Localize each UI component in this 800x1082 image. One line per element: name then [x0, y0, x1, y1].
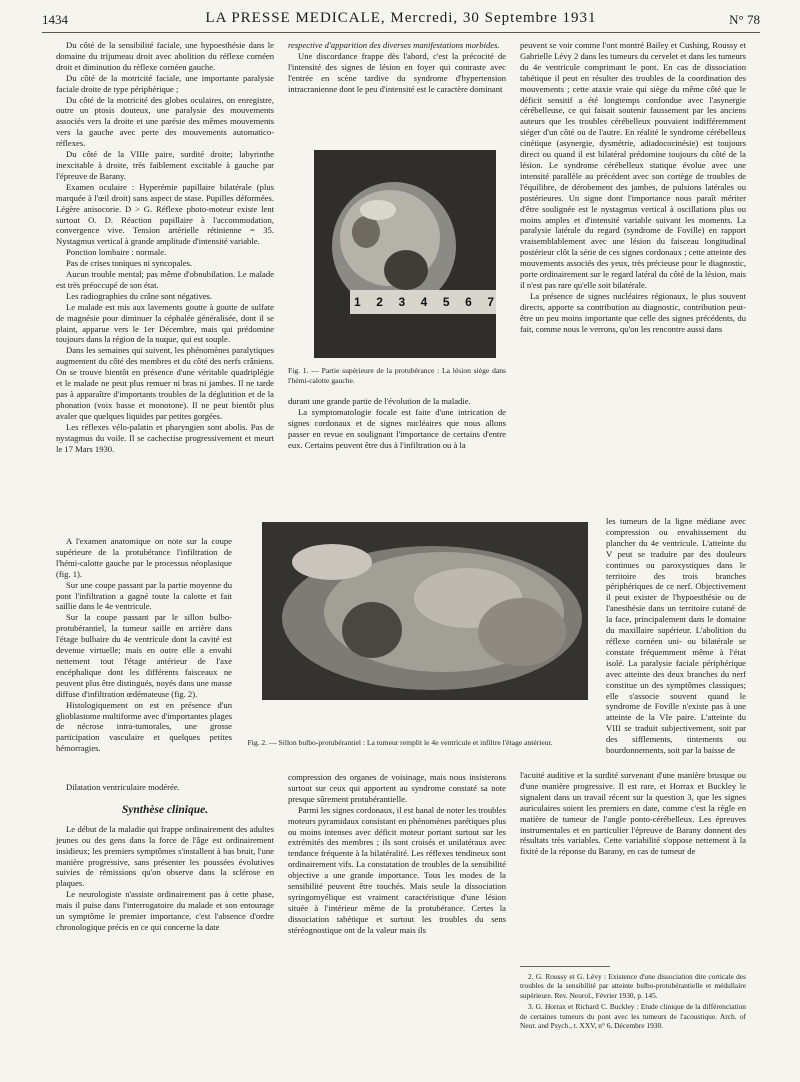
paragraph: Histologiquement on est en présence d'un glioblastome multiforme avec d'importantes plages de nécrose intra-tumorales, une grosse participation vasculaire et quelques petites hémorragies. — [56, 699, 232, 754]
paragraph: La présence de signes nucléaires régionaux, le plus souvent directs, apporte sa contribution au diagnostic, contribution peut-être un peu moins importante que celle des signes précédents, du fait, comme nous le verrons, qu'on les rencontre aussi dans — [520, 290, 746, 334]
paragraph: compression des organes de voisinage, mais nous insisterons surtout sur ceux qui apportent au syndrome constaté sa note presque sûrement protubérantielle. — [288, 772, 506, 804]
footnote-rule — [520, 966, 610, 967]
column-2-mid — [288, 396, 506, 451]
paragraph: Les radiographies du crâne sont négatives. — [66, 290, 213, 301]
ruler-mark: 7 — [487, 295, 494, 309]
paragraph: Dans les semaines qui suivent, les phénomènes paralytiques augmentent du côté des membres et du côté des nerfs crâniens. On se trouve bientôt en présence d'une véritable quadriplégie et le malade ne peut plus remuer ni bras ni jambes. Il ne tarde pas à apparaître d'importants troubles de la déglutition et de la phonation (voix basse et monotone). Il ne peut bientôt plus avaler que quelques liquides par petites gorgées. — [56, 345, 274, 421]
paragraph: Sur une coupe passant par la partie moyenne du pont l'infiltration a gagné toute la calotte et fait saillie dans le 4e ventricule. — [56, 579, 232, 612]
paragraph: les tumeurs de la ligne médiane avec compression ou envahissement du plancher du 4e ventricule. L'atteinte du V peut se traduire par des douleurs continues ou paroxystiques dans le territoire des trois branches périphériques de ce nerf. Objectivement il peut exister de l'hypoesthésie ou de l'anesthésie dans un territoire cutané de la face, principalement dans le domaine du maxillaire supérieur. L'abolition du réflexe cornéen uni- ou bilatérale se constate fréquemment même à l'état isolé. La paralysie faciale périphérique avec atteinte des deux branches du nerf constitue un des symptômes classiques; elle s'associe souvent quand le syndrome de Foville n'existe pas à une atteinte de la VIe paire. L'atteinte du VIII se traduit subjectivement, soit par des sifflements, tintements ou bourdonnements, soit par la baisse de — [606, 516, 746, 756]
paragraph: Du côté de la sensibilité faciale, une hypoesthésie dans le domaine du trijumeau droit avec abolition du réflexe cornéen droit et diminution du réflexe cornéen gauche. — [56, 40, 274, 72]
column-2-bottom — [288, 772, 506, 936]
footnote: 3. G. Horrax et Richard C. Buckley : Etude clinique de la différenciation de certaines tumeurs du pont avec les tumeurs de l'acoustique. Arch. of Neur. and Psych., t. XXV, n° 6, Décembre 1930. — [520, 1002, 746, 1031]
ruler-mark: 6 — [465, 295, 472, 309]
paragraph: Le malade est mis aux lavements goutte à goutte de sulfate de magnésie pour diminuer la céphalée généralisée, dont il se plaint, apparue vers le 1er Décembre, mais qui prédomine toujours dans la région de la nuque, qui est souple. — [56, 301, 274, 345]
ruler-mark: 2 — [376, 295, 383, 309]
column-3-top — [520, 40, 746, 334]
page-header — [42, 6, 760, 33]
paragraph: Une discordance frappe dès l'abord, c'est la précocité de l'intensité des signes de lésion en foyer qui contraste avec l'entrée en scène tardive du syndrome d'hypertension intracranienne dont le peu d'intensité est le caractère dominant — [288, 50, 506, 94]
paragraph: Parmi les signes cordonaux, il est banal de noter les troubles moteurs pyramidaux consistant en phénomènes parétiques plus ou moins intenses avec déficit moteur portant surtout sur les extrémités des membres ; ils sont croisés et unilatéraux avec tendance fréquente à la bilatéralité. Les réflexes tendineux sont ordinairement vifs. La constatation de troubles de la sensibilité objective a une grande importance. Tous les modes de la sensibilité peuvent être touchés. Mais seule la dissociation syringomyélique est vraiment caractéristique d'une lésion située à l'intérieur même de la protubérance. Certes la dissociation tabétique et surtout les troubles du sens stéréognostique ont de la valeur mais ils — [288, 804, 506, 935]
page-number: 1434 — [42, 12, 68, 27]
paragraph: Le neurologiste n'assiste ordinairement pas à cette phase, mais il puise dans l'interrogatoire du malade et son entourage un symptôme le premier importance, c'est l'absence d'ordre chronologique précis en ce qui concerne la date — [56, 889, 274, 932]
footnote: 2. G. Roussy et G. Lévy : Existence d'une dissociation dite corticale des troubles de la sensibilité par atteinte bulbo-protubérantielle et médullaire supérieure. Rev. Neurol., Février 1930, p. 145. — [520, 972, 746, 1000]
ruler-mark: 1 — [354, 295, 361, 309]
paragraph: respective d'apparition des diverses manifestations morbides. — [288, 40, 500, 50]
figure-1-caption: Fig. 1. — Partie supérieure de la protubérance : La lésion siège dans l'hémi-calotte gauche. — [288, 366, 506, 385]
column-1 — [56, 40, 274, 454]
column-3-bottom — [520, 770, 746, 857]
section-heading: Synthèse clinique. — [121, 803, 209, 816]
bulbo-protuberantial-section-photo — [262, 522, 588, 700]
paragraph: Aucun trouble mental; pas même d'obnubilation. Le malade est très préoccupé de son état. — [56, 269, 274, 290]
ruler-mark: 4 — [420, 295, 428, 309]
ruler-mark: 3 — [398, 295, 406, 309]
paragraph: l'acuité auditive et la surdité survenant d'une manière brusque ou d'une manière progressive. Il est rare, et Horrax et Buckley le signalent dans un travail récent sur la question 3, que les signes auriculaires soient les premiers en date, comme c'est la règle en matière de tumeur de l'angle ponto-cérébelleux. Les épreuves instrumentales et en particulier l'épreuve de Barany donnent des résultats très variables. Cette variabilité s'oppose nettement à la fixité de la réponse du Barany, en cas de tumeur de — [520, 770, 746, 857]
issue-number: N° 78 — [729, 12, 760, 27]
paragraph: Sur la coupe passant par le sillon bulbo-protubérantiel, la tumeur saille en arrière dans l'étage bulbaire du 4e ventricule dont la cavité est devenue virtuelle; mais en outre elle a envahi nettement tout l'étage antérieur de l'axe encéphalique dont les différents faisceaux ne peuvent plus être distingués, noyés dans une masse diffuse d'infiltration œdémateuse (fig. 2). — [56, 612, 232, 699]
paragraph: Dilatation ventriculaire modérée. — [66, 782, 180, 792]
figure-2-caption: Fig. 2. — Sillon bulbo-protubérantiel : La tumeur remplit le 4e ventricule et infiltre l'étage antérieur. — [247, 738, 553, 747]
paragraph: Les réflexes vélo-palatin et pharyngien sont abolis. Pas de nystagmus du voile. Il se cachectise progressivement et meurt le 17 Mars 1930. — [56, 421, 274, 454]
paragraph: Examen oculaire : Hyperémie papillaire bilatérale (plus marquée à l'œil droit) sans aspect de stase. Pupilles déformées. Légère anisocorie. D > G. Réflexe photo-moteur existe lent surtout O. D. Réaction pupillaire à l'accommodation, convergence vive. Tension artérielle rétinienne = 35. Nystagmus vertical à grande amplitude d'intensité variable. — [56, 181, 274, 247]
column-1-narrow — [56, 536, 232, 754]
paragraph: Du côté de la VIIIe paire, surdité droite; labyrinthe inexcitable à droite, très faiblement excitable à gauche par l'épreuve de Barany. — [56, 149, 274, 181]
paragraph: Pas de crises toniques ni syncopales. — [66, 258, 193, 269]
paragraph: Ponction lombaire : normale. — [66, 247, 167, 258]
paragraph: Du côté de la motricité des globes oculaires, on enregistre, outre un ptosis douteux, une paralysie des mouvements associés vers la droite et une parésie des mêmes mouvements vers la gauche avec perte des mouvements automatico-réflexes. — [56, 94, 274, 149]
footnotes — [520, 972, 746, 1032]
figure-2-photo — [262, 522, 588, 700]
paragraph: peuvent se voir comme l'ont montré Bailey et Cushing, Roussy et Gabrielle Lévy 2 dans les tumeurs du cervelet et dans les tumeurs du 4e ventricule comprimant le pont. En cas de dissociation tabétique il peut en résulter des troubles de la coordination des mouvements ; cette ataxie vraie qui siège du même côté que le déficit sensitif a été longtemps confondue avec l'asynergie cérébelleuse, ce qui faisait soutenir faussement par les anciens auteurs que les troubles cérébelleux pouvaient indifféremment siéger d'un côté ou de l'autre. En réalité le syndrome cérébelleux cinétique (asynergie, dysmétrie, adiadococinésie) est toujours direct ou quand il est bilatéral prédomine toujours du côté de la lésion. Le syndrome cérébelleux statique évolue avec une intensité parallèle au précédent avec son cortège de troubles de l'équilibre, de dérobement des jambes, de pulsions latérales ou postérieures. Un signe dont l'importance nous paraît mériter d'être soulignée est le nystagmus vertical à oscillations plus ou moins amples et d'intensité variable suivant les moments. La paralysie latérale du regard (syndrome de Foville) en rapport vraisemblablement avec une lésion du faisceau longitudinal postérieur clôt la série de ces signes cordonaux ; cette atteinte des mouvements associés des yeux, très précieuse pour le diagnostic, porte ordinairement sur le regard latéral du côté de la lésion, mais il n'est pas rare qu'elle soit bilatérale. — [520, 40, 746, 290]
column-1-bottom — [56, 782, 274, 933]
ruler — [354, 292, 494, 312]
paragraph: Le début de la maladie qui frappe ordinairement des adultes jeunes ou des gens dans la force de l'âge est ordinairement insidieux; les premiers symptômes s'installent à bas bruit, l'une manière progressive, sans présenter les poussées évolutives suivies de rémissions qu'on observe dans la sclérose en plaques. — [56, 823, 274, 889]
paragraph: durant une grande partie de l'évolution de la maladie. — [288, 396, 471, 406]
paragraph: A l'examen anatomique on note sur la coupe supérieure de la protubérance l'infiltration de l'hémi-calotte gauche par le processus néoplasique (fig. 1). — [56, 536, 232, 579]
brainstem-section-photo — [314, 150, 496, 358]
paragraph: Du côté de la motricité faciale, une importante paralysie faciale droite de type périphérique ; — [56, 72, 274, 94]
figure-1-photo — [314, 150, 496, 358]
column-3-narrow — [606, 516, 746, 756]
column-2-top — [288, 40, 506, 95]
paragraph: La symptomatologie focale est faite d'une intrication de signes cordonaux et de signes nucléaires que nous allons passer en revue en soulignant l'importance de certains d'entre eux. Certains peuvent être dus à l'infiltration ou à la — [288, 406, 506, 450]
masthead: LA PRESSE MEDICALE, Mercredi, 30 Septembre 1931 — [205, 10, 597, 26]
ruler-mark: 5 — [442, 295, 450, 309]
